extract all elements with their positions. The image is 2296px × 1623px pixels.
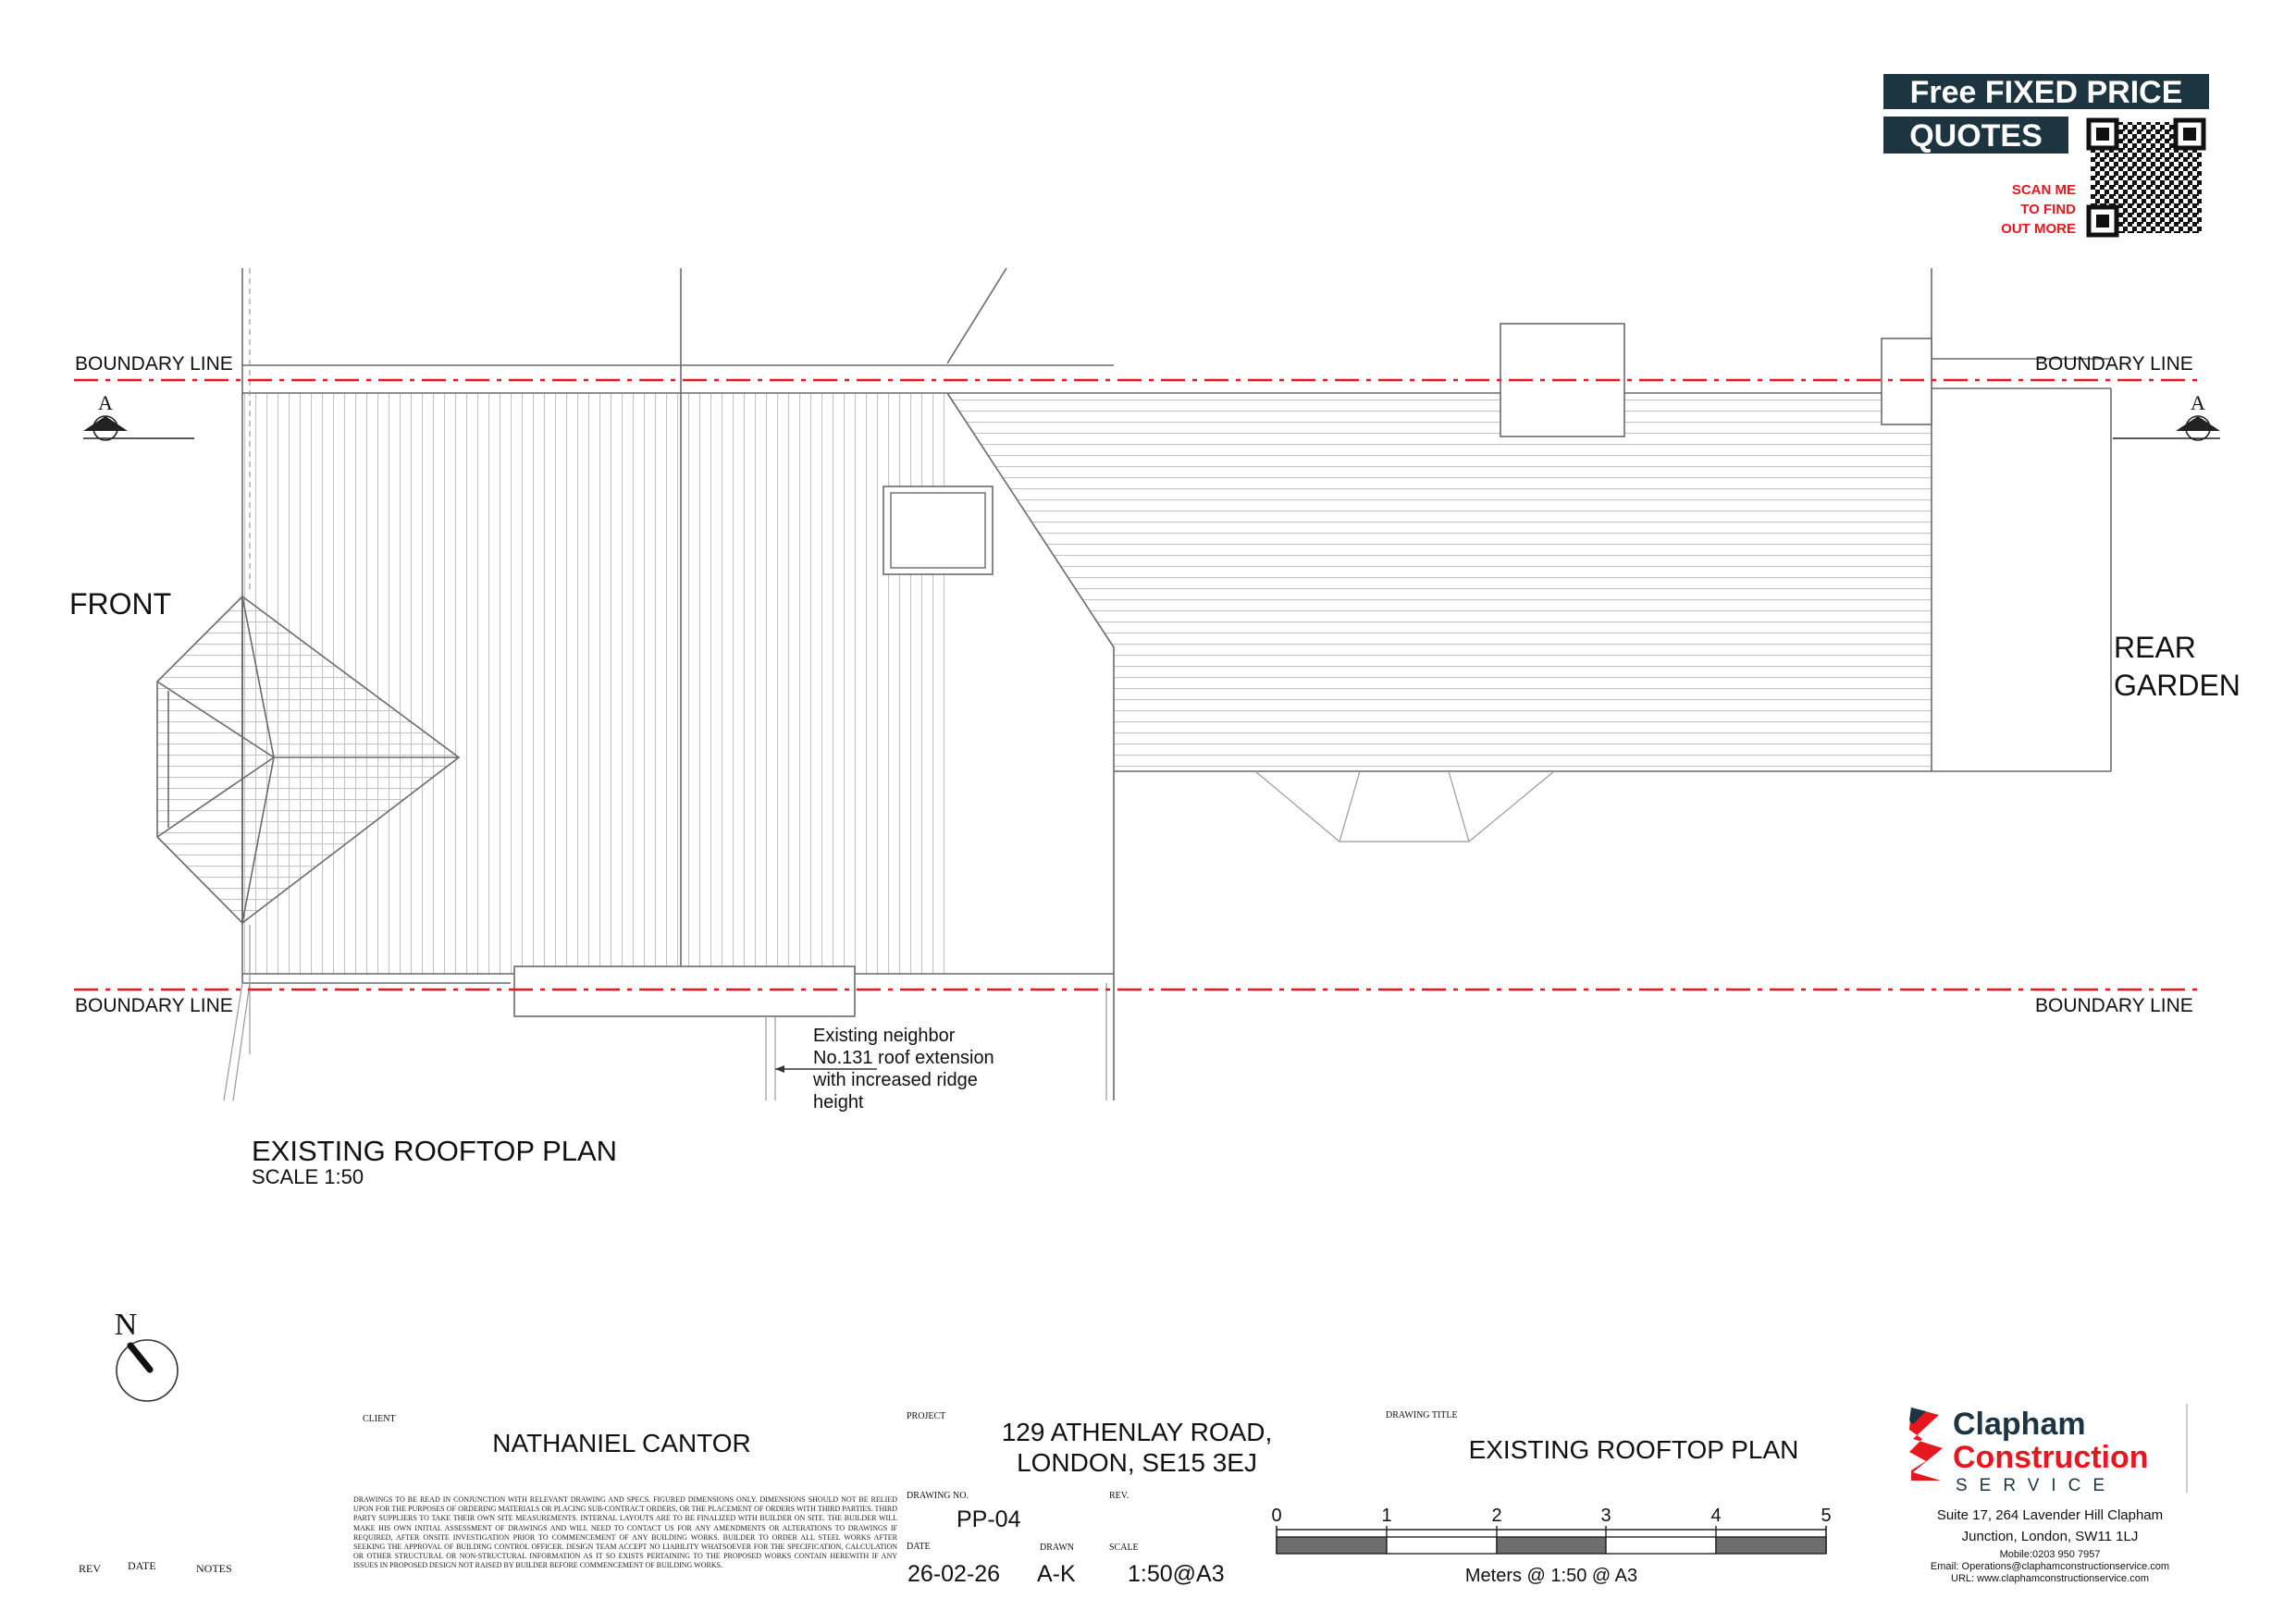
scale-tick-1: 1 [1381, 1506, 1392, 1526]
neighbor-roof-extension [514, 966, 855, 1016]
rev-label: REV. [1109, 1491, 1129, 1501]
company-email: Email: Operations@claphamconstructionservice.com [1930, 1561, 2170, 1572]
drawn-label: DRAWN [1040, 1543, 1074, 1553]
notes-header: NOTES [196, 1562, 232, 1575]
logo-name-line2: Construction [1953, 1440, 2149, 1475]
boundary-label-top-left: BOUNDARY LINE [75, 353, 233, 375]
scale-bar-caption: Meters @ 1:50 @ A3 [1464, 1566, 1638, 1586]
boundary-label-bottom-left: BOUNDARY LINE [75, 995, 233, 1016]
chimney-stack-rear [1882, 338, 1932, 424]
scale-value: 1:50@A3 [1128, 1561, 1225, 1587]
north-label: N [114, 1308, 138, 1342]
promo-banner[interactable] [1883, 74, 2209, 237]
neighbor-note-line1: Existing neighbor [813, 1026, 956, 1046]
company-address-line2: Junction, London, SW11 1LJ [1961, 1529, 2139, 1544]
front-roof-slope-right [681, 393, 947, 974]
client-name: NATHANIEL CANTOR [492, 1429, 751, 1457]
promo-scan-line1: SCAN ME [2011, 182, 2076, 198]
neighbor-note-line3: with increased ridge [813, 1070, 978, 1090]
scale-tick-2: 2 [1491, 1506, 1502, 1526]
logo-name-line3: SERVICE [1956, 1476, 2117, 1495]
rev-header: REV [79, 1562, 101, 1575]
neighbor-note-line2: No.131 roof extension [813, 1048, 994, 1068]
section-marker-left [83, 391, 194, 440]
project-label: PROJECT [907, 1411, 946, 1421]
scale-label: SCALE [1109, 1543, 1139, 1553]
rear-garden-label-line2: GARDEN [2114, 669, 2240, 702]
plan-scale: SCALE 1:50 [252, 1165, 364, 1188]
svg-text:A: A [2191, 391, 2205, 414]
plan-title: EXISTING ROOFTOP PLAN [252, 1135, 618, 1167]
scale-bar [1271, 1506, 1831, 1586]
scale-tick-3: 3 [1600, 1506, 1611, 1526]
promo-line2: QUOTES [1909, 118, 2043, 154]
neighbor-note-line4: height [813, 1092, 864, 1113]
skylight [883, 486, 993, 574]
drawing-title: EXISTING ROOFTOP PLAN [1468, 1435, 1799, 1464]
drawing-no-label: DRAWING NO. [907, 1491, 969, 1501]
date-label: DATE [907, 1542, 931, 1552]
date-value: 26-02-26 [907, 1561, 1001, 1587]
promo-line1: Free FIXED PRICE [1909, 75, 2183, 110]
company-url: URL: www.claphamconstructionservice.com [1951, 1573, 2149, 1584]
section-marker-right [2113, 391, 2220, 440]
drawing-title-label: DRAWING TITLE [1386, 1410, 1458, 1420]
company-mobile: Mobile:0203 950 7957 [1999, 1549, 2101, 1560]
promo-scan-line3: OUT MORE [2001, 221, 2076, 237]
drawing-no: PP-04 [957, 1506, 1021, 1532]
roof-plan [69, 268, 2240, 1188]
date-header: DATE [128, 1559, 156, 1572]
rear-garden-label-line1: REAR [2114, 631, 2196, 664]
scale-tick-4: 4 [1710, 1506, 1722, 1526]
logo-name-line1: Clapham [1953, 1407, 2086, 1442]
promo-scan-line2: TO FIND [2020, 202, 2076, 217]
boundary-label-top-right: BOUNDARY LINE [2035, 353, 2193, 375]
rear-projection [1255, 771, 1554, 842]
project-address-line2: LONDON, SE15 3EJ [1017, 1448, 1257, 1477]
scale-tick-5: 5 [1821, 1506, 1832, 1526]
company-logo[interactable] [1909, 1404, 2187, 1495]
svg-text:A: A [98, 391, 113, 414]
qr-code-icon[interactable] [2087, 118, 2205, 237]
project-address-line1: 129 ATHENLAY ROAD, [1001, 1418, 1273, 1446]
disclaimer-text: DRAWINGS TO BE READ IN CONJUNCTION WITH RELEVANT DRAWING AND SPECS. FIGURED DIMENSIONS ONLY. DIMENSIONS SHOULD NOT BE RELIED UPON FOR THE PURPOSES OF ORDERING MATERIALS OR PLACING SUB-CONTRACT ORDERS, OR THE PLACEMENT OF ORDERS WITH THIRD PARTIES. THIRD PARTY SUPPLIERS TO TAKE THEIR OWN SITE MEASUREMENTS. INTERNAL LAYOUTS ARE TO BE FINALIZED WITH BUILDER ON SITE. THE BUILDER WILL MAKE HIS OWN INITIAL ASSESSMENT OF DRAWINGS AND WILL NEED TO CONTACT US FOR ANY AMENDMENTS OR ALTERATIONS TO DRAWINGS IF REQUIRED, AFTER ONSITE INVESTIGATION PRIOR TO COMMENCEMENT OF ANY BUILDING WORKS. BUILDER TO ORDER ALL STEEL WORKS AFTER SEEKING THE APPROVAL OF BUILDING CONTROL OFFICER. DESIGN TEAM ACCEPT NO LIABILITY WHATSOEVER FOR THE SPECIFICATION, CALCULATION OR OTHER STRUCTURAL OR NON-STRUCTURAL INFORMATION AS IT SO EXISTS PERTAINING TO THE PROPOSED WORKS CONTAIN HEREWITH IF ANY ISSUES IN PROPOSED DESIGN NOT RAISED BY BUILDER BEFORE COMMENCEMENT OF BUILDING WORKS. [353, 1495, 897, 1570]
north-arrow-icon [115, 1308, 178, 1401]
scale-tick-0: 0 [1271, 1506, 1282, 1526]
client-label: CLIENT [363, 1414, 396, 1424]
company-address-line1: Suite 17, 264 Lavender Hill Clapham [1936, 1507, 2164, 1523]
boundary-label-bottom-right: BOUNDARY LINE [2035, 995, 2193, 1016]
main-rear-roof [947, 393, 1932, 771]
front-label: FRONT [69, 587, 172, 621]
drawn-value: A-K [1037, 1561, 1076, 1587]
